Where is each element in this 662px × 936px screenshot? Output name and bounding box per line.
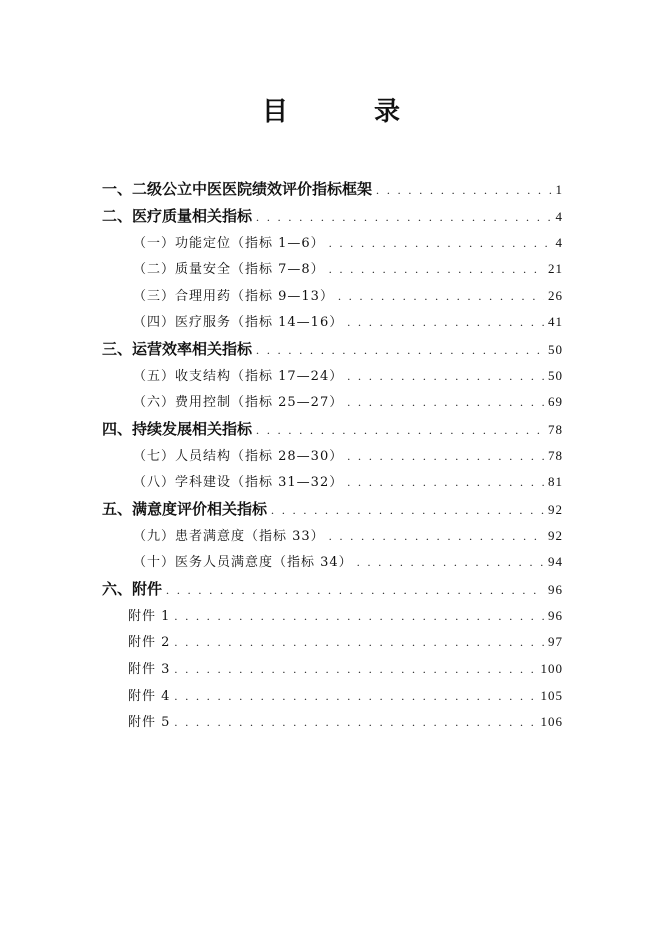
toc-subsection[interactable]	[133, 363, 563, 389]
toc-entry-label: 四、持续发展相关指标	[102, 420, 253, 438]
toc-page-number: 4	[555, 209, 563, 224]
dot-leader	[174, 683, 536, 709]
toc-page-number: 92	[548, 502, 563, 517]
toc-entry-label: 附件 1	[128, 609, 171, 624]
toc-page-number: 106	[540, 714, 563, 729]
toc-page-number: 92	[548, 528, 563, 543]
page-title: 目 录	[261, 97, 430, 127]
dot-leader	[357, 549, 544, 575]
toc-section-2[interactable]	[102, 203, 563, 229]
dot-leader	[256, 337, 544, 363]
toc-entry-label: 六、附件	[102, 580, 163, 598]
toc-entry-label: （七）人员结构（指标 28—30）	[133, 449, 344, 464]
toc-page-number: 78	[548, 448, 563, 463]
toc-page-number: 26	[548, 288, 563, 303]
dot-leader	[166, 577, 544, 603]
toc-appendix-item[interactable]	[128, 683, 563, 709]
toc-subsection[interactable]	[133, 309, 563, 335]
toc-subsection[interactable]	[133, 523, 563, 549]
toc-subsection[interactable]	[133, 389, 563, 415]
toc-section-6[interactable]	[102, 576, 563, 602]
toc-entry-label: 附件 2	[128, 635, 171, 650]
toc-entry-label: 三、运营效率相关指标	[102, 340, 253, 358]
dot-leader	[174, 656, 536, 682]
dot-leader	[174, 603, 544, 629]
toc-entry-label: （十）医务人员满意度（指标 34）	[133, 555, 353, 570]
toc-page-number: 97	[548, 634, 563, 649]
toc-page-number: 105	[540, 688, 563, 703]
toc-subsection[interactable]	[133, 469, 563, 495]
toc-appendix-item[interactable]	[128, 709, 563, 735]
dot-leader	[174, 709, 536, 735]
toc-entry-label: （四）医疗服务（指标 14—16）	[133, 315, 344, 330]
toc-page-number: 1	[555, 182, 563, 197]
toc-page-number: 41	[548, 314, 563, 329]
dot-leader	[347, 443, 544, 469]
dot-leader	[256, 417, 544, 443]
toc-page-number: 81	[548, 474, 563, 489]
dot-leader	[347, 309, 544, 335]
dot-leader	[256, 204, 551, 230]
toc-page-number: 21	[548, 261, 563, 276]
toc-page-number: 100	[540, 661, 563, 676]
toc-page-number: 50	[548, 342, 563, 357]
toc-page-number: 78	[548, 422, 563, 437]
toc-entry-label: （一）功能定位（指标 1—6）	[133, 236, 325, 251]
toc-page-number: 96	[548, 608, 563, 623]
toc-entry-label: （五）收支结构（指标 17—24）	[133, 369, 344, 384]
toc-subsection[interactable]	[133, 283, 563, 309]
toc-entry-label: （九）患者满意度（指标 33）	[133, 529, 325, 544]
toc-page-number: 96	[548, 582, 563, 597]
dot-leader	[376, 177, 551, 203]
toc-subsection[interactable]	[133, 256, 563, 282]
dot-leader	[271, 497, 544, 523]
toc-entry-label: 附件 5	[128, 715, 171, 730]
toc-entry-label: （二）质量安全（指标 7—8）	[133, 262, 325, 277]
dot-leader	[347, 389, 544, 415]
toc-section-3[interactable]	[102, 336, 563, 362]
dot-leader	[347, 363, 544, 389]
toc-appendix-item[interactable]	[128, 629, 563, 655]
toc-section-5[interactable]	[102, 496, 563, 522]
toc-appendix-item[interactable]	[128, 603, 563, 629]
toc-entry-label: 附件 3	[128, 662, 171, 677]
toc-entry-label: 二、医疗质量相关指标	[102, 207, 253, 225]
toc-entry-label: 五、满意度评价相关指标	[102, 500, 268, 518]
dot-leader	[329, 523, 544, 549]
dot-leader	[347, 469, 544, 495]
toc-section-4[interactable]	[102, 416, 563, 442]
toc-entry-label: （六）费用控制（指标 25—27）	[133, 395, 344, 410]
toc-entry-label: 一、二级公立中医医院绩效评价指标框架	[102, 180, 373, 198]
toc-subsection[interactable]	[133, 549, 563, 575]
toc-appendix-item[interactable]	[128, 656, 563, 682]
dot-leader	[329, 230, 552, 256]
toc-entry-label: 附件 4	[128, 689, 171, 704]
toc-page-number: 69	[548, 394, 563, 409]
toc-subsection[interactable]	[133, 443, 563, 469]
toc-page-number: 4	[555, 235, 563, 250]
toc-page-number: 50	[548, 368, 563, 383]
toc-entry-label: （八）学科建设（指标 31—32）	[133, 475, 344, 490]
dot-leader	[338, 283, 544, 309]
dot-leader	[174, 629, 544, 655]
dot-leader	[329, 256, 544, 282]
toc-section-1[interactable]	[102, 176, 563, 202]
toc-entry-label: （三）合理用药（指标 9—13）	[133, 289, 334, 304]
toc-page-number: 94	[548, 554, 563, 569]
toc-subsection[interactable]	[133, 230, 563, 256]
